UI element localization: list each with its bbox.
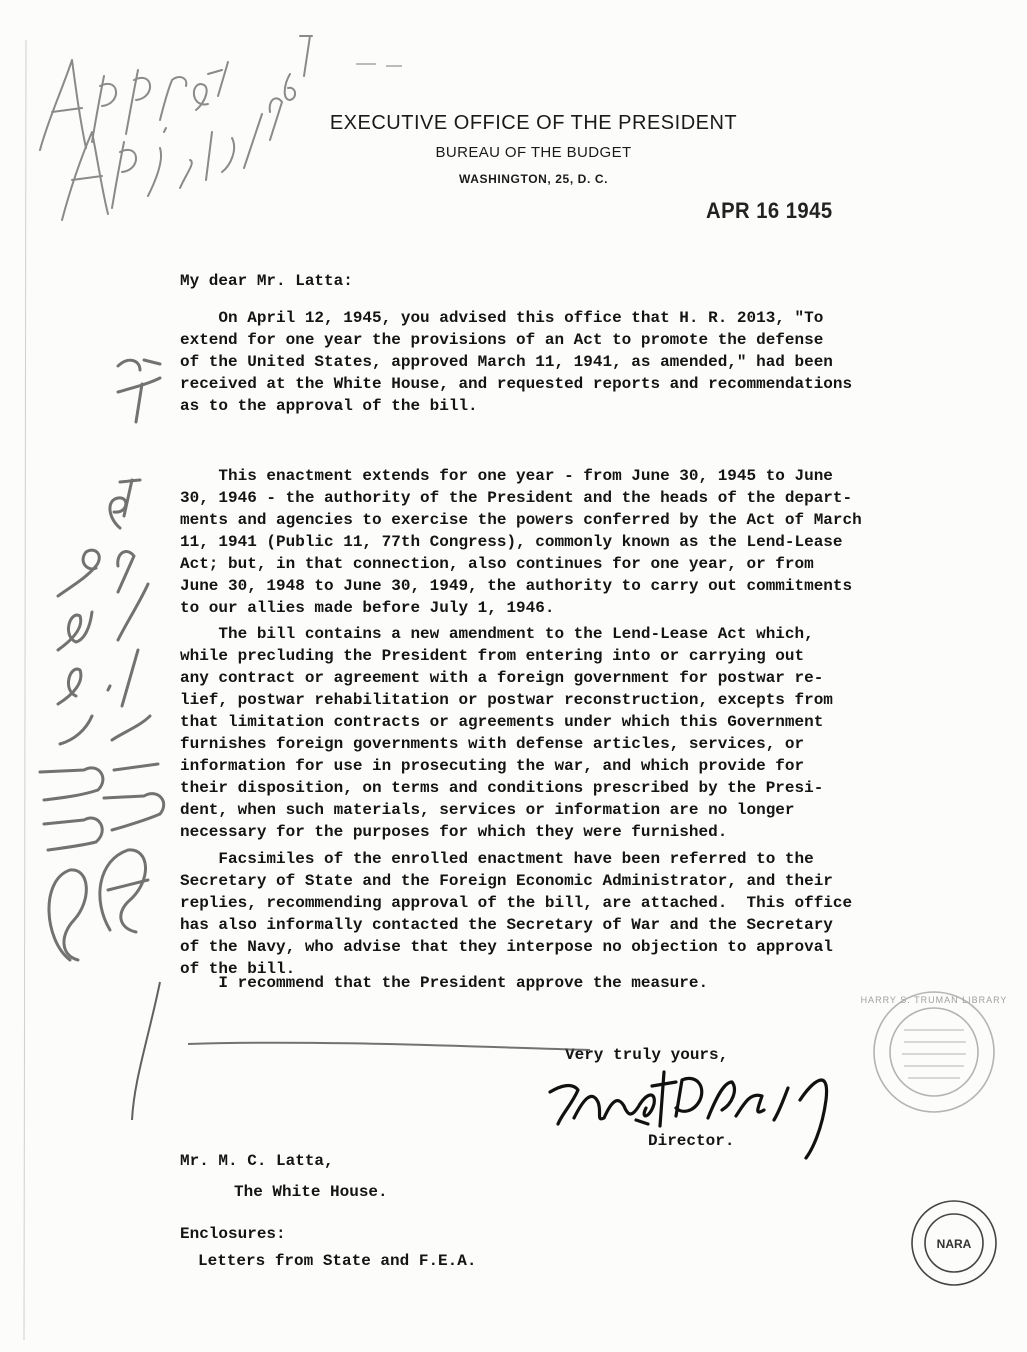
paragraph-line: Act; but, in that connection, also continues for one year, or from xyxy=(180,555,814,573)
paragraph-line: Facsimiles of the enrolled enactment have been referred to the xyxy=(180,850,814,868)
paragraph-line: any contract or agreement with a foreign government for postwar re- xyxy=(180,669,824,687)
paragraph-line: This enactment extends for one year - from June 30, 1945 to June xyxy=(180,467,833,485)
paragraph-line: their disposition, on terms and conditions prescribed by the Presi- xyxy=(180,779,824,797)
letterhead-address: WASHINGTON, 25, D. C. xyxy=(458,172,609,186)
paragraph-line: necessary for the purposes for which they were furnished. xyxy=(180,823,728,841)
library-stamp-upper-text: HARRY S. TRUMAN LIBRARY xyxy=(860,995,1008,1005)
paragraph-5 xyxy=(180,972,708,994)
paragraph-line: of the United States, approved March 11, 1941, as amended," had been xyxy=(180,353,833,371)
margin-pencil-line xyxy=(132,982,160,1120)
handwritten-approval-margin xyxy=(40,360,164,960)
addressee-name: Mr. M. C. Latta, xyxy=(180,1152,334,1170)
letterhead-office: EXECUTIVE OFFICE OF THE PRESIDENT xyxy=(329,112,738,134)
enclosures-label: Enclosures: xyxy=(180,1225,286,1243)
paragraph-2 xyxy=(180,465,862,619)
paragraph-line: received at the White House, and requested reports and recommendations xyxy=(180,375,853,393)
paragraph-line: while precluding the President from entering into or carrying out xyxy=(180,647,805,665)
paragraph-line: to our allies made before July 1, 1946. xyxy=(180,599,555,617)
paragraph-3 xyxy=(180,623,833,843)
pencil-stroke xyxy=(188,1043,590,1050)
paragraph-line: On April 12, 1945, you advised this office that H. R. 2013, "To xyxy=(180,309,824,327)
paragraph-line: information for use in prosecuting the war, and which provide for xyxy=(180,757,805,775)
paragraph-line: extend for one year the provisions of an Act to promote the defense xyxy=(180,331,824,349)
paragraph-line: furnishes foreign governments with defense articles, services, or xyxy=(180,735,805,753)
nara-stamp-text: NARA xyxy=(936,1237,972,1251)
paragraph-line: of the bill. xyxy=(180,960,296,978)
paragraph-line: has also informally contacted the Secretary of War and the Secretary xyxy=(180,916,833,934)
paragraph-line: lief, postwar rehabilitation or postwar reconstruction, excepts from xyxy=(180,691,833,709)
smudge-marks xyxy=(356,64,402,66)
addressee-place: The White House. xyxy=(234,1183,388,1201)
library-stamp-upper xyxy=(874,992,994,1112)
paragraph-1 xyxy=(180,307,852,417)
salutation: My dear Mr. Latta: xyxy=(180,272,353,290)
closing: Very truly yours, xyxy=(565,1046,729,1064)
paragraph-4 xyxy=(180,848,852,980)
paragraph-line: as to the approval of the bill. xyxy=(180,397,478,415)
enclosures-item: Letters from State and F.E.A. xyxy=(198,1252,477,1270)
paragraph-line: dent, when such materials, services or information are no longer xyxy=(180,801,795,819)
paragraph-line: 11, 1941 (Public 11, 77th Congress), commonly known as the Lend-Lease xyxy=(180,533,843,551)
paragraph-line: June 30, 1948 to June 30, 1949, the authority to carry out commitments xyxy=(180,577,853,595)
signer-title: Director. xyxy=(648,1132,735,1150)
paragraph-line: that limitation contracts or agreements under which this Government xyxy=(180,713,824,731)
paragraph-line: I recommend that the President approve the measure. xyxy=(180,974,709,992)
paragraph-line: Secretary of State and the Foreign Economic Administrator, and their xyxy=(180,872,833,890)
paragraph-line: of the Navy, who advise that they interpose no objection to approval xyxy=(180,938,833,956)
margin-line-long xyxy=(24,40,26,1340)
paragraph-line: ments and agencies to exercise the powers conferred by the Act of March xyxy=(180,511,862,529)
date-stamp: APR 16 1945 xyxy=(706,198,833,223)
letterhead-bureau: BUREAU OF THE BUDGET xyxy=(435,144,632,161)
paragraph-line: 30, 1946 - the authority of the President and the heads of the depart- xyxy=(180,489,853,507)
nara-stamp xyxy=(912,1201,996,1285)
paragraph-line: replies, recommending approval of the bill, are attached. This office xyxy=(180,894,853,912)
paragraph-line: The bill contains a new amendment to the Lend-Lease Act which, xyxy=(180,625,814,643)
